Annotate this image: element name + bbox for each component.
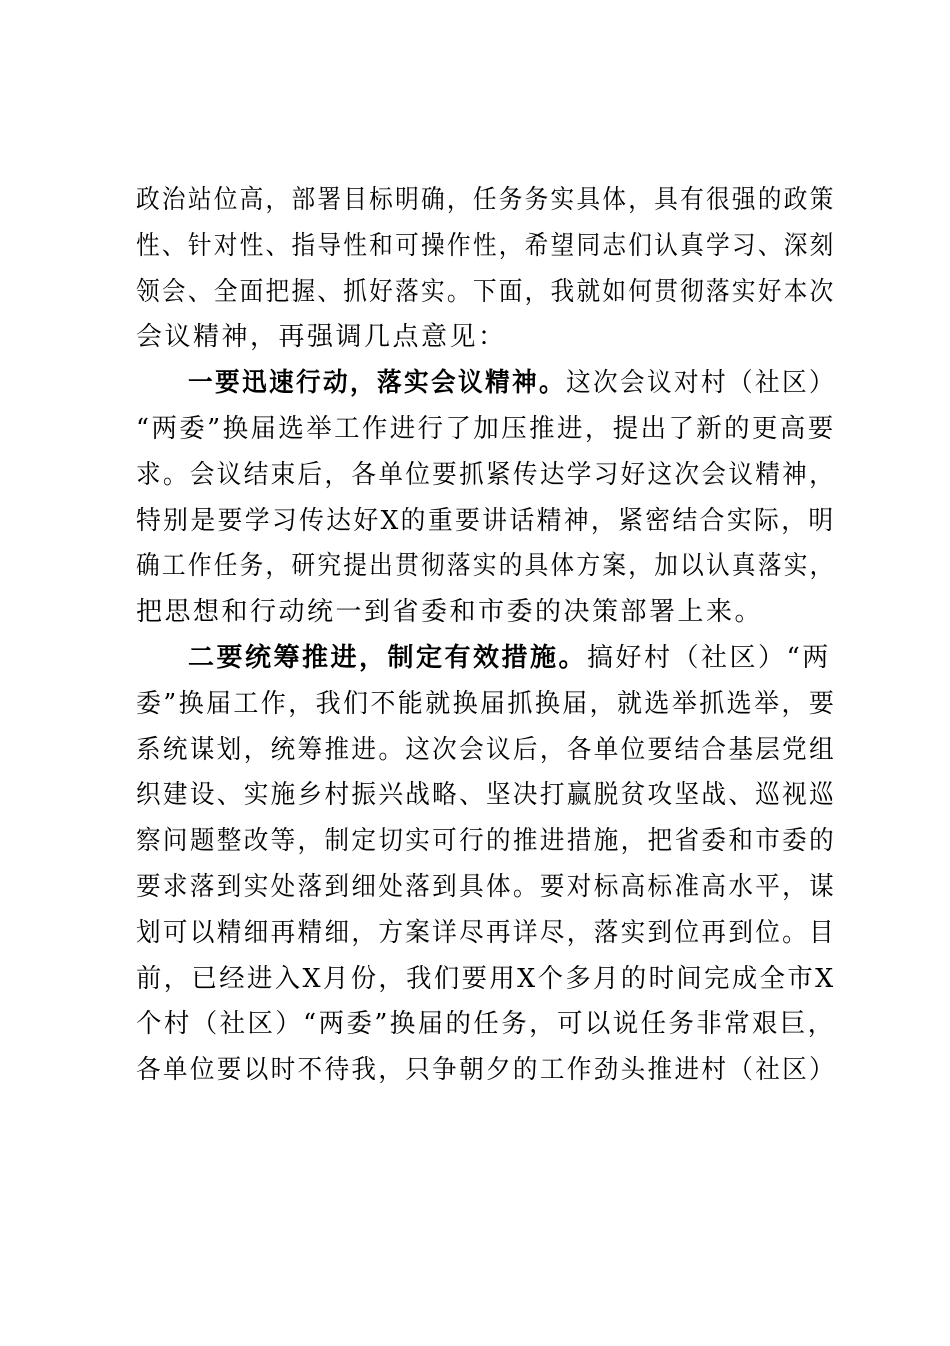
line-text: 把思想和行动统一到省委和市委的决策部署上来。 bbox=[136, 597, 764, 628]
text-line bbox=[136, 1055, 836, 1101]
text-line bbox=[136, 918, 836, 964]
line-text: 会议精神，再强调几点意见： bbox=[136, 322, 507, 353]
text-line bbox=[136, 826, 836, 872]
text-line bbox=[136, 780, 836, 826]
line-text: 特别是要学习传达好X的重要讲话精神，紧密结合实际，明 bbox=[136, 505, 836, 536]
text-line bbox=[136, 231, 836, 277]
line-text: 前，已经进入X月份，我们要用X个多月的时间完成全市X bbox=[136, 963, 836, 994]
line-text: 性、针对性、指导性和可操作性，希望同志们认真学习、深刻 bbox=[136, 230, 836, 261]
line-text: 察问题整改等，制定切实可行的推进措施，把省委和市委的 bbox=[136, 826, 837, 857]
paragraph-first-line bbox=[136, 368, 836, 414]
line-text: 政治站位高，部署目标明确，任务务实具体，具有很强的政策 bbox=[136, 185, 836, 215]
line-text bbox=[188, 643, 831, 689]
line-text: 要求落到实处落到细处落到具体。要对标高标准高水平，谋 bbox=[136, 871, 837, 902]
paragraph-first-line bbox=[136, 643, 836, 689]
line-text: “两委”换届选举工作进行了加压推进，提出了新的更高要 bbox=[136, 413, 836, 444]
text-line bbox=[136, 964, 836, 1010]
text-line bbox=[136, 277, 836, 323]
line-text: 织建设、实施乡村振兴战略、坚决打赢脱贫攻坚战、巡视巡 bbox=[136, 780, 837, 811]
line-text: 系统谋划，统筹推进。这次会议后，各单位要结合基层党组 bbox=[136, 734, 837, 765]
text-line bbox=[136, 597, 836, 643]
paragraph-heading: 二要统筹推进，制定有效措施。 bbox=[188, 642, 588, 673]
text-line bbox=[136, 322, 836, 368]
line-text: 确工作任务，研究提出贯彻落实的具体方案，加以认真落实， bbox=[136, 551, 836, 582]
line-text-rest: 这次会议对村（社区） bbox=[566, 368, 837, 399]
line-text: 求。会议结束后，各单位要抓紧传达学习好这次会议精神， bbox=[136, 459, 837, 490]
line-text: 划可以精细再精细，方案详尽再详尽，落实到位再到位。目 bbox=[136, 917, 837, 948]
line-text: 个村（社区）“两委”换届的任务，可以说任务非常艰巨， bbox=[136, 1009, 836, 1040]
text-line bbox=[136, 551, 836, 597]
line-text bbox=[188, 368, 836, 414]
document-body bbox=[136, 185, 836, 1101]
text-line bbox=[136, 506, 836, 552]
text-line bbox=[136, 735, 836, 781]
text-line bbox=[136, 872, 836, 918]
text-line bbox=[136, 689, 836, 735]
line-text: 各单位要以时不待我，只争朝夕的工作劲头推进村（社区） bbox=[136, 1055, 837, 1086]
paragraph-heading: 一要迅速行动，落实会议精神。 bbox=[188, 368, 567, 399]
text-line bbox=[136, 185, 836, 231]
text-line bbox=[136, 1009, 836, 1055]
line-text: 领会、全面把握、抓好落实。下面，我就如何贯彻落实好本次 bbox=[136, 276, 836, 307]
line-text-rest: 搞好村（社区）“两 bbox=[587, 642, 831, 673]
text-line bbox=[136, 414, 836, 460]
text-line bbox=[136, 460, 836, 506]
line-text: 委”换届工作，我们不能就换届抓换届，就选举抓选举，要 bbox=[136, 688, 837, 719]
